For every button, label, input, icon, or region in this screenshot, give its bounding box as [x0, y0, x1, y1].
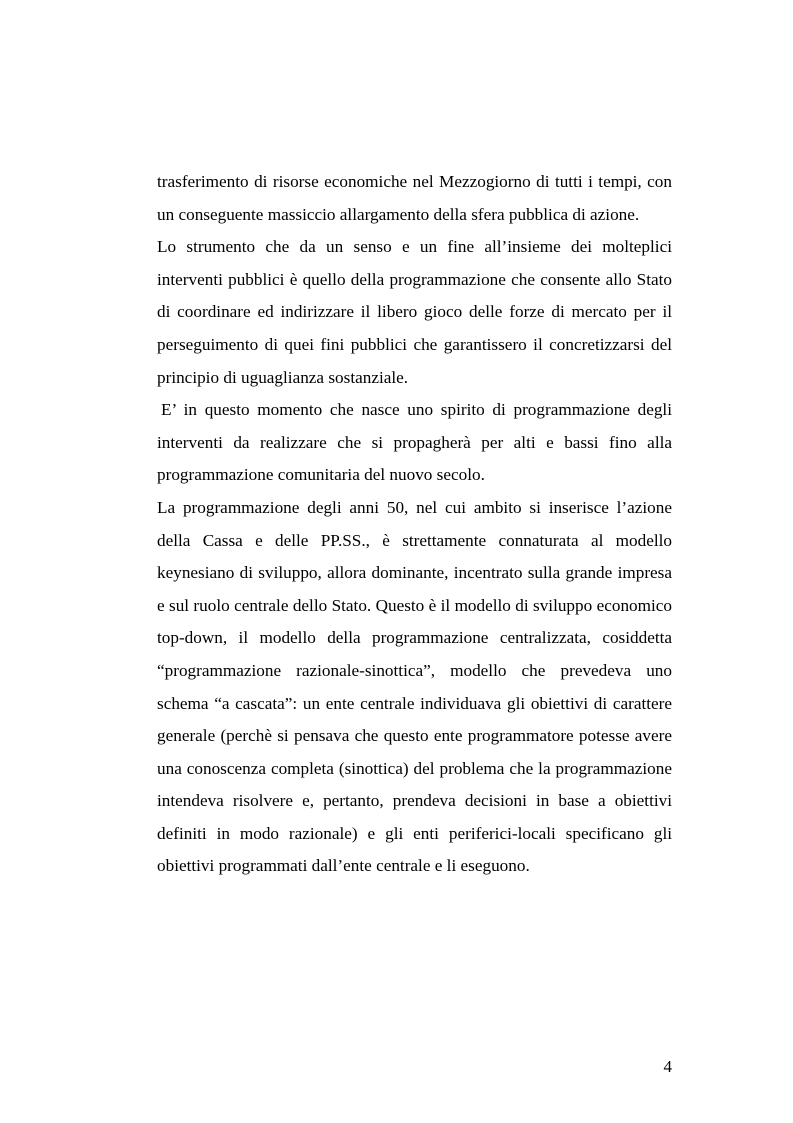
- paragraph-3: E’ in questo momento che nasce uno spirito di programmazione degli interventi da realizzare che si propagherà per alti e bassi fino alla programmazione comunitaria del nuovo secolo.: [157, 400, 672, 485]
- body-text: [157, 166, 672, 883]
- page-number: 4: [663, 1057, 672, 1076]
- paragraph-1: trasferimento di risorse economiche nel Mezzogiorno di tutti i tempi, con un conseguente massiccio allargamento della sfera pubblica di azione.: [157, 172, 672, 224]
- paragraph-4: La programmazione degli anni 50, nel cui ambito si inserisce l’azione della Cassa e delle PP.SS., è strettamente connaturata al modello keynesiano di sviluppo, allora dominante, incentrato sulla grande impresa e sul ruolo centrale dello Stato. Questo è il modello di sviluppo economico top-down, il modello della programmazione centralizzata, cosiddetta “programmazione razionale-sinottica”, modello che prevedeva uno schema “a cascata”: un ente centrale individuava gli obiettivi di carattere generale (perchè si pensava che questo ente programmatore potesse avere una conoscenza completa (sinottica) del problema che la programmazione intendeva risolvere e, pertanto, prendeva decisioni in base a obiettivi definiti in modo razionale) e gli enti periferici-locali specificano gli obiettivi programmati dall’ente centrale e li eseguono.: [157, 497, 672, 876]
- paragraph-2: Lo strumento che da un senso e un fine all’insieme dei molteplici interventi pubblici è quello della programmazione che consente allo Stato di coordinare ed indirizzare il libero gioco delle forze di mercato per il perseguimento di quei fini pubblici che garantissero il concretizzarsi del principio di uguaglianza sostanziale.: [157, 237, 672, 387]
